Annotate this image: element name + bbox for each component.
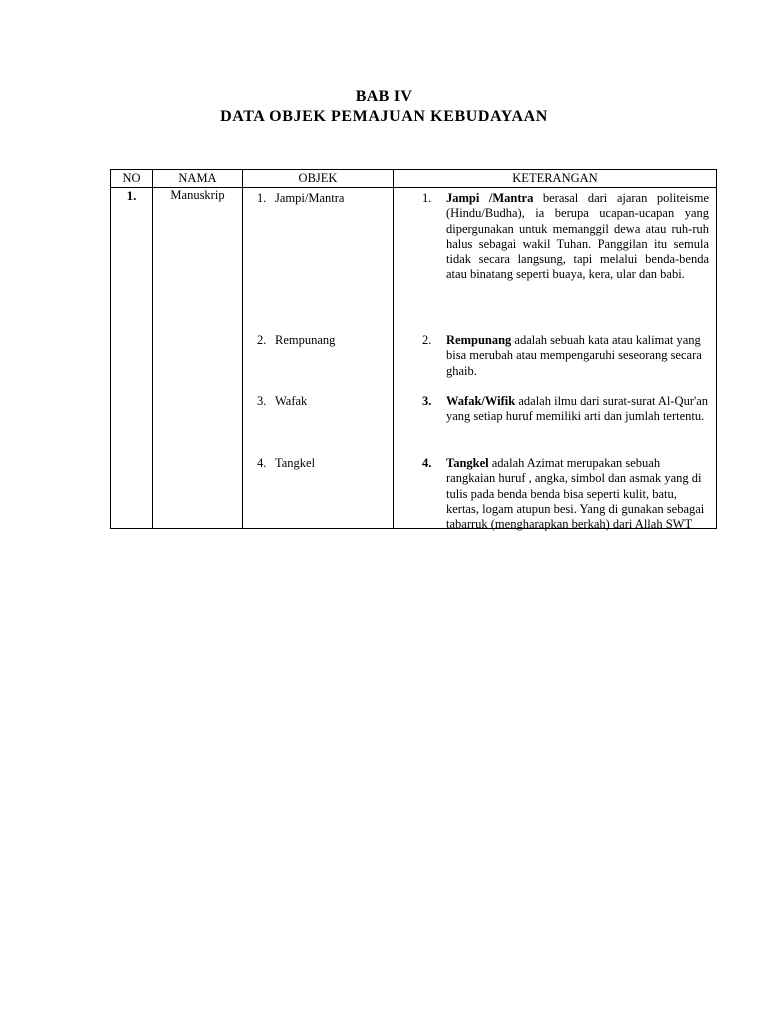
column-header-keterangan: KETERANGAN: [394, 170, 717, 188]
objek-item: [257, 394, 307, 409]
keterangan-item-text: [446, 333, 709, 379]
chapter-heading: BAB IV: [355, 88, 413, 105]
column-header-no: NO: [111, 170, 153, 188]
keterangan-description: adalah ilmu dari surat-surat Al-Qur'an yang setiap huruf memiliki arti dan jumlah tertentu.: [446, 394, 709, 424]
keterangan-item-text: [446, 394, 709, 425]
keterangan-item-number: 4.: [422, 456, 432, 470]
keterangan-item: [394, 394, 716, 425]
keterangan-item: [394, 333, 716, 379]
objek-item-number: 3.: [257, 394, 267, 408]
table-header-row: [111, 170, 717, 188]
row-objek-list: [243, 188, 394, 529]
objek-item-label: Rempunang: [275, 333, 336, 347]
objek-item-label: Wafak: [275, 394, 308, 408]
keterangan-item-text: [446, 191, 709, 283]
table-row: [111, 188, 717, 529]
keterangan-item-number: 1.: [422, 191, 432, 205]
keterangan-item-number: 2.: [422, 333, 432, 347]
keterangan-item-number: 3.: [422, 394, 432, 408]
column-header-nama: NAMA: [153, 170, 243, 188]
column-header-objek: OBJEK: [243, 170, 394, 188]
objek-item-number: 2.: [257, 333, 267, 347]
objek-item: [257, 191, 344, 206]
keterangan-term: Tangkel: [446, 456, 489, 470]
objek-item-label: Jampi/Mantra: [275, 191, 345, 205]
keterangan-description: berasal dari ajaran politeisme (Hindu/Budha), ia berupa ucapan-ucapan yang dipergunakan untuk memanggil dewa atau ruh-ruh halus sebagai wakil Tuhan. Panggilan itu semula tidak secara langsung, tapi melalui benda-benda atau binatang seperti buaya, kera, ular dan babi.: [446, 191, 709, 282]
objek-item: [257, 456, 315, 471]
keterangan-term: Jampi /Mantra: [446, 191, 534, 205]
objek-item-label: Tangkel: [275, 456, 316, 470]
row-keterangan-list: [394, 188, 717, 532]
objek-item: [257, 333, 335, 348]
keterangan-item: [394, 191, 716, 283]
keterangan-term: Wafak/Wifik: [446, 394, 516, 408]
objek-item-number: 1.: [257, 191, 267, 205]
chapter-title: DATA OBJEK PEMAJUAN KEBUDAYAAN: [220, 108, 548, 125]
row-number: 1.: [111, 188, 153, 529]
data-table: [110, 169, 717, 532]
keterangan-item-text: [446, 456, 709, 532]
keterangan-item: [394, 456, 716, 532]
row-nama: Manuskrip: [153, 188, 243, 529]
objek-item-number: 4.: [257, 456, 267, 470]
keterangan-term: Rempunang: [446, 333, 512, 347]
keterangan-description: adalah sebuah kata atau kalimat yang bisa merubah atau mempengaruhi seseorang secara ghaib.: [446, 333, 702, 378]
keterangan-description: adalah Azimat merupakan sebuah rangkaian huruf , angka, simbol dan asmak yang di tulis pada benda benda bisa seperti kulit, batu, kertas, logam atupun besi. Yang di gunakan sebagai tabarruk (mengharapkan berkah) dari Allah SWT: [446, 456, 705, 532]
